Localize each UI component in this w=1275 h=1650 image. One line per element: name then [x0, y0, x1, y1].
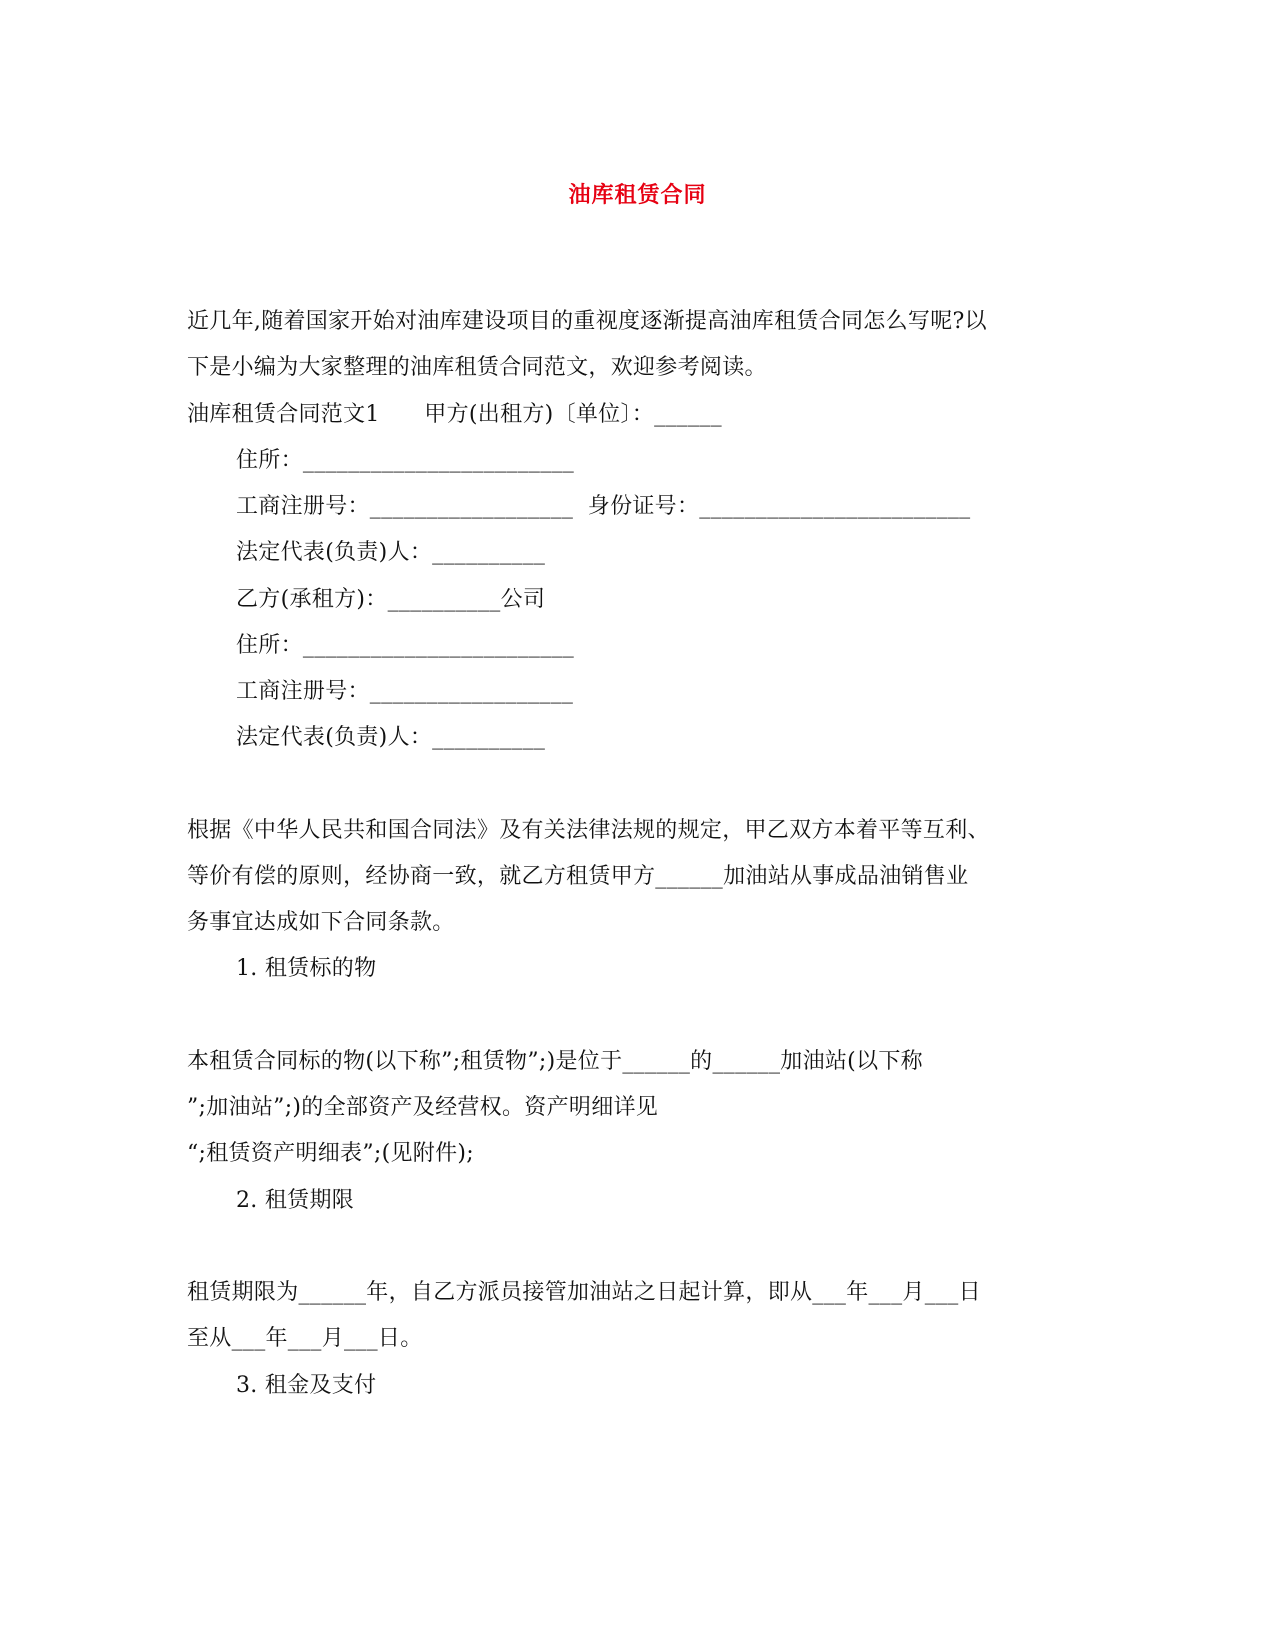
party-a-legal-rep: 法定代表(负责)人：__________ — [236, 540, 546, 565]
section-2-heading: 2. 租赁期限 — [236, 1188, 355, 1213]
party-b-registration: 工商注册号：__________________ — [236, 679, 574, 704]
party-a-registration-id: 工商注册号：__________________ 身份证号：________________________ — [236, 494, 971, 519]
party-a-address: 住所：________________________ — [236, 448, 575, 473]
section-3-heading: 3. 租金及支付 — [236, 1373, 377, 1398]
intro-line-2: 下是小编为大家整理的油库租赁合同范文，欢迎参考阅读。 — [187, 355, 767, 380]
basis-line-3: 务事宜达成如下合同条款。 — [187, 910, 455, 935]
section-1-line-3: “;租赁资产明细表”;(见附件); — [187, 1141, 474, 1166]
section-1-line-2: ”;加油站”;)的全部资产及经营权。资产明细详见 — [187, 1095, 659, 1120]
section-2-line-1: 租赁期限为______年，自乙方派员接管加油站之日起计算，即从___年___月___日 — [187, 1280, 981, 1305]
section-1-heading: 1. 租赁标的物 — [236, 956, 377, 981]
section-2-line-2: 至从___年___月___日。 — [187, 1326, 423, 1351]
document-title: 油库租赁合同 — [568, 182, 707, 208]
intro-line-1: 近几年,随着国家开始对油库建设项目的重视度逐渐提高油库租赁合同怎么写呢?以 — [187, 309, 987, 334]
party-b-address: 住所：________________________ — [236, 633, 575, 658]
basis-line-1: 根据《中华人民共和国合同法》及有关法律法规的规定，甲乙双方本着平等互利、 — [187, 818, 990, 843]
sample-heading-party-a: 油库租赁合同范文1 甲方(出租方)〔单位〕：______ — [187, 402, 722, 427]
basis-line-2: 等价有偿的原则，经协商一致，就乙方租赁甲方______加油站从事成品油销售业 — [187, 864, 969, 889]
party-b-legal-rep: 法定代表(负责)人：__________ — [236, 725, 546, 750]
party-b: 乙方(承租方)：__________公司 — [236, 587, 546, 612]
section-1-line-1: 本租赁合同标的物(以下称”;租赁物”;)是位于______的______加油站(以下称 — [187, 1049, 923, 1074]
